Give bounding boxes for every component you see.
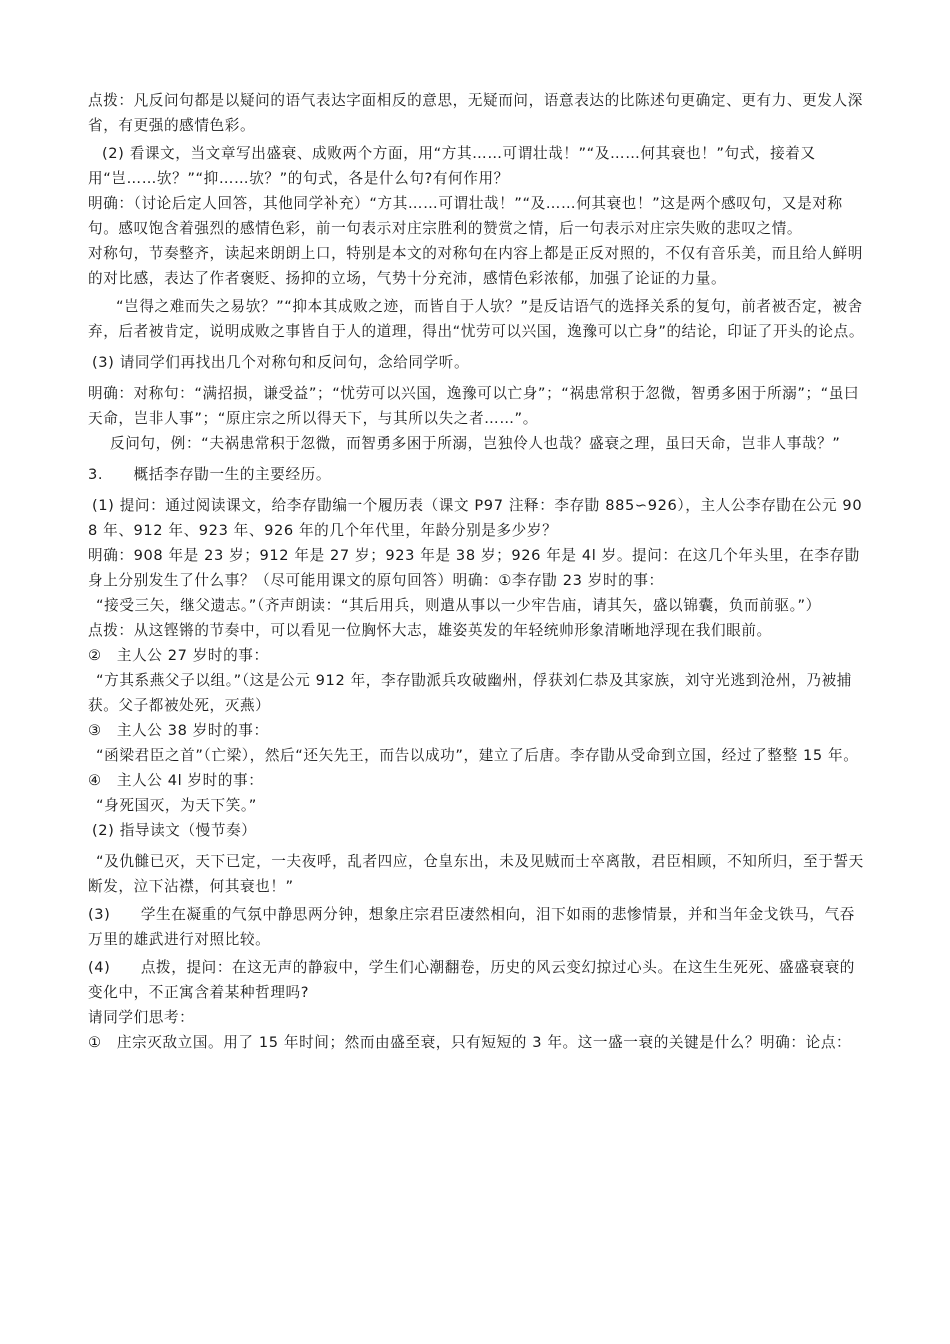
paragraph-answer-exclamation: 明确：（讨论后定人回答，其他同学补充）“方其……可谓壮哉！”“及……何其衰也！”这是两个感叹句，又是对称句。感叹饱含着强烈的感情色彩，前一句表示对庄宗胜利的赞赏之情，后一句表示对庄宗失败的悲叹之情。	[88, 195, 843, 237]
paragraph-answer-symmetric: 明确：对称句：“满招损，谦受益”；“忧劳可以兴国，逸豫可以亡身”；“祸患常积于忽微，智勇多困于所溺”；“虽曰天命，岂非人事”；“原庄宗之所以得天下，与其所以失之者……”。	[88, 385, 860, 427]
section-heading-3: 3. 概括李存勖一生的主要经历。	[88, 466, 332, 483]
paragraph-think-prompt: 请同学们思考：	[88, 1009, 195, 1026]
paragraph-decline-quote: “及仇雠已灭，天下已定，一夫夜呼，乱者四应，仓皇东出，未及见贼而士卒离散，君臣相顾，不知所归，至于誓天断发，泣下沾襟，何其衰也！”	[88, 853, 864, 895]
list-item-rise-fall: ① 庄宗灭敌立国。用了 15 年时间；然而由盛至衰，只有短短的 3 年。这一盛一衰的关键是什么？明确：论点：	[88, 1034, 852, 1051]
paragraph-death: “身死国灭，为天下笑。”	[96, 797, 257, 814]
paragraph-rhetorical-examples: 反问句，例：“夫祸患常积于忽微，而智勇多困于所溺，岂独伶人也哉？盛衰之理，虽曰天命，岂非人事哉？”	[110, 435, 841, 452]
paragraph-choice-complex-sentence: “岂得之难而失之易欤？”“抑本其成败之迹，而皆自于人欤？”是反诘语气的选择关系的复句，前者被否定，被舍弃，后者被肯定，说明成败之事皆自于人的道理，得出“忧劳可以兴国，逸豫可以亡身”的结论，印证了开头的论点。	[88, 298, 865, 340]
paragraph-question-2: (2) 看课文，当文章写出盛衰、成败两个方面，用“方其……可谓壮哉！”“及……何其衰也！”句式，接着又用“岂……欤？”“抑……欤？”的句式，各是什么句?有何作用？	[88, 145, 816, 187]
document-page	[88, 88, 864, 1055]
list-item-age-27: ② 主人公 27 岁时的事：	[88, 647, 269, 664]
list-item-age-38: ③ 主人公 38 岁时的事：	[88, 722, 269, 739]
paragraph-symmetric-sentences: 对称句，节奏整齐，读起来朗朗上口，特别是本文的对称句在内容上都是正反对照的，不仅有音乐美，而且给人鲜明的对比感，表达了作者褒贬、扬抑的立场，气势十分充沛，感情色彩浓郁，加强了论证的力量。	[88, 245, 863, 287]
paragraph-hint-young-commander: 点拨：从这铿锵的节奏中，可以看见一位胸怀大志，雄姿英发的年轻统帅形象清晰地浮现在我们眼前。	[88, 622, 772, 639]
paragraph-reflection-3: (3) 学生在凝重的气氛中静思两分钟，想象庄宗君臣凄然相向，泪下如雨的悲惨情景，并和当年金戈铁马，气吞万里的雄武进行对照比较。	[88, 906, 855, 948]
paragraph-destroy-yan: “方其系燕父子以组。”（这是公元 912 年，李存勖派兵攻破幽州，俘获刘仁恭及其家族，刘守光逃到沧州，乃被捕获。父子都被处死，灭燕）	[88, 672, 852, 714]
paragraph-guided-reading: (2) 指导读文（慢节奏）	[92, 822, 257, 839]
paragraph-ages-answer: 明确：908 年是 23 岁；912 年是 27 岁；923 年是 38 岁；926 年是 4l 岁。提问：在这几个年头里，在李存勖身上分别发生了什么事？（尽可能用课文的原句回答）明确：①李存勖 23 岁时的事：	[88, 547, 860, 589]
paragraph-resume-question: (1) 提问：通过阅读课文，给李存勖编一个履历表（课文 P97 注释：李存勖 885∽926），主人公李存勖在公元 908 年、912 年、923 年、926 年的几个年代里，年龄分别是多少岁？	[88, 497, 863, 539]
paragraph-destroy-liang: “函梁君臣之首”（亡梁），然后“还矢先王，而告以成功”，建立了后唐。李存勖从受命到立国，经过了整整 15 年。	[96, 747, 859, 764]
paragraph-hint-rhetorical: 点拨：凡反问句都是以疑问的语气表达字面相反的意思，无疑而问，语意表达的比陈述句更确定、更有力、更发人深省，有更强的感情色彩。	[88, 92, 863, 134]
list-item-age-41: ④ 主人公 4l 岁时的事：	[88, 772, 264, 789]
paragraph-reflection-4: (4) 点拨，提问：在这无声的静寂中，学生们心潮翻卷，历史的风云变幻掠过心头。在这生生死死、盛盛衰衰的变化中，不正寓含着某种哲理吗?	[88, 959, 855, 1001]
paragraph-three-arrows: “接受三矢，继父遗志。”（齐声朗读：“其后用兵，则遣从事以一少牢告庙，请其矢，盛以锦囊，负而前驱。”）	[96, 597, 821, 614]
paragraph-question-3: (3) 请同学们再找出几个对称句和反问句，念给同学听。	[92, 354, 470, 371]
